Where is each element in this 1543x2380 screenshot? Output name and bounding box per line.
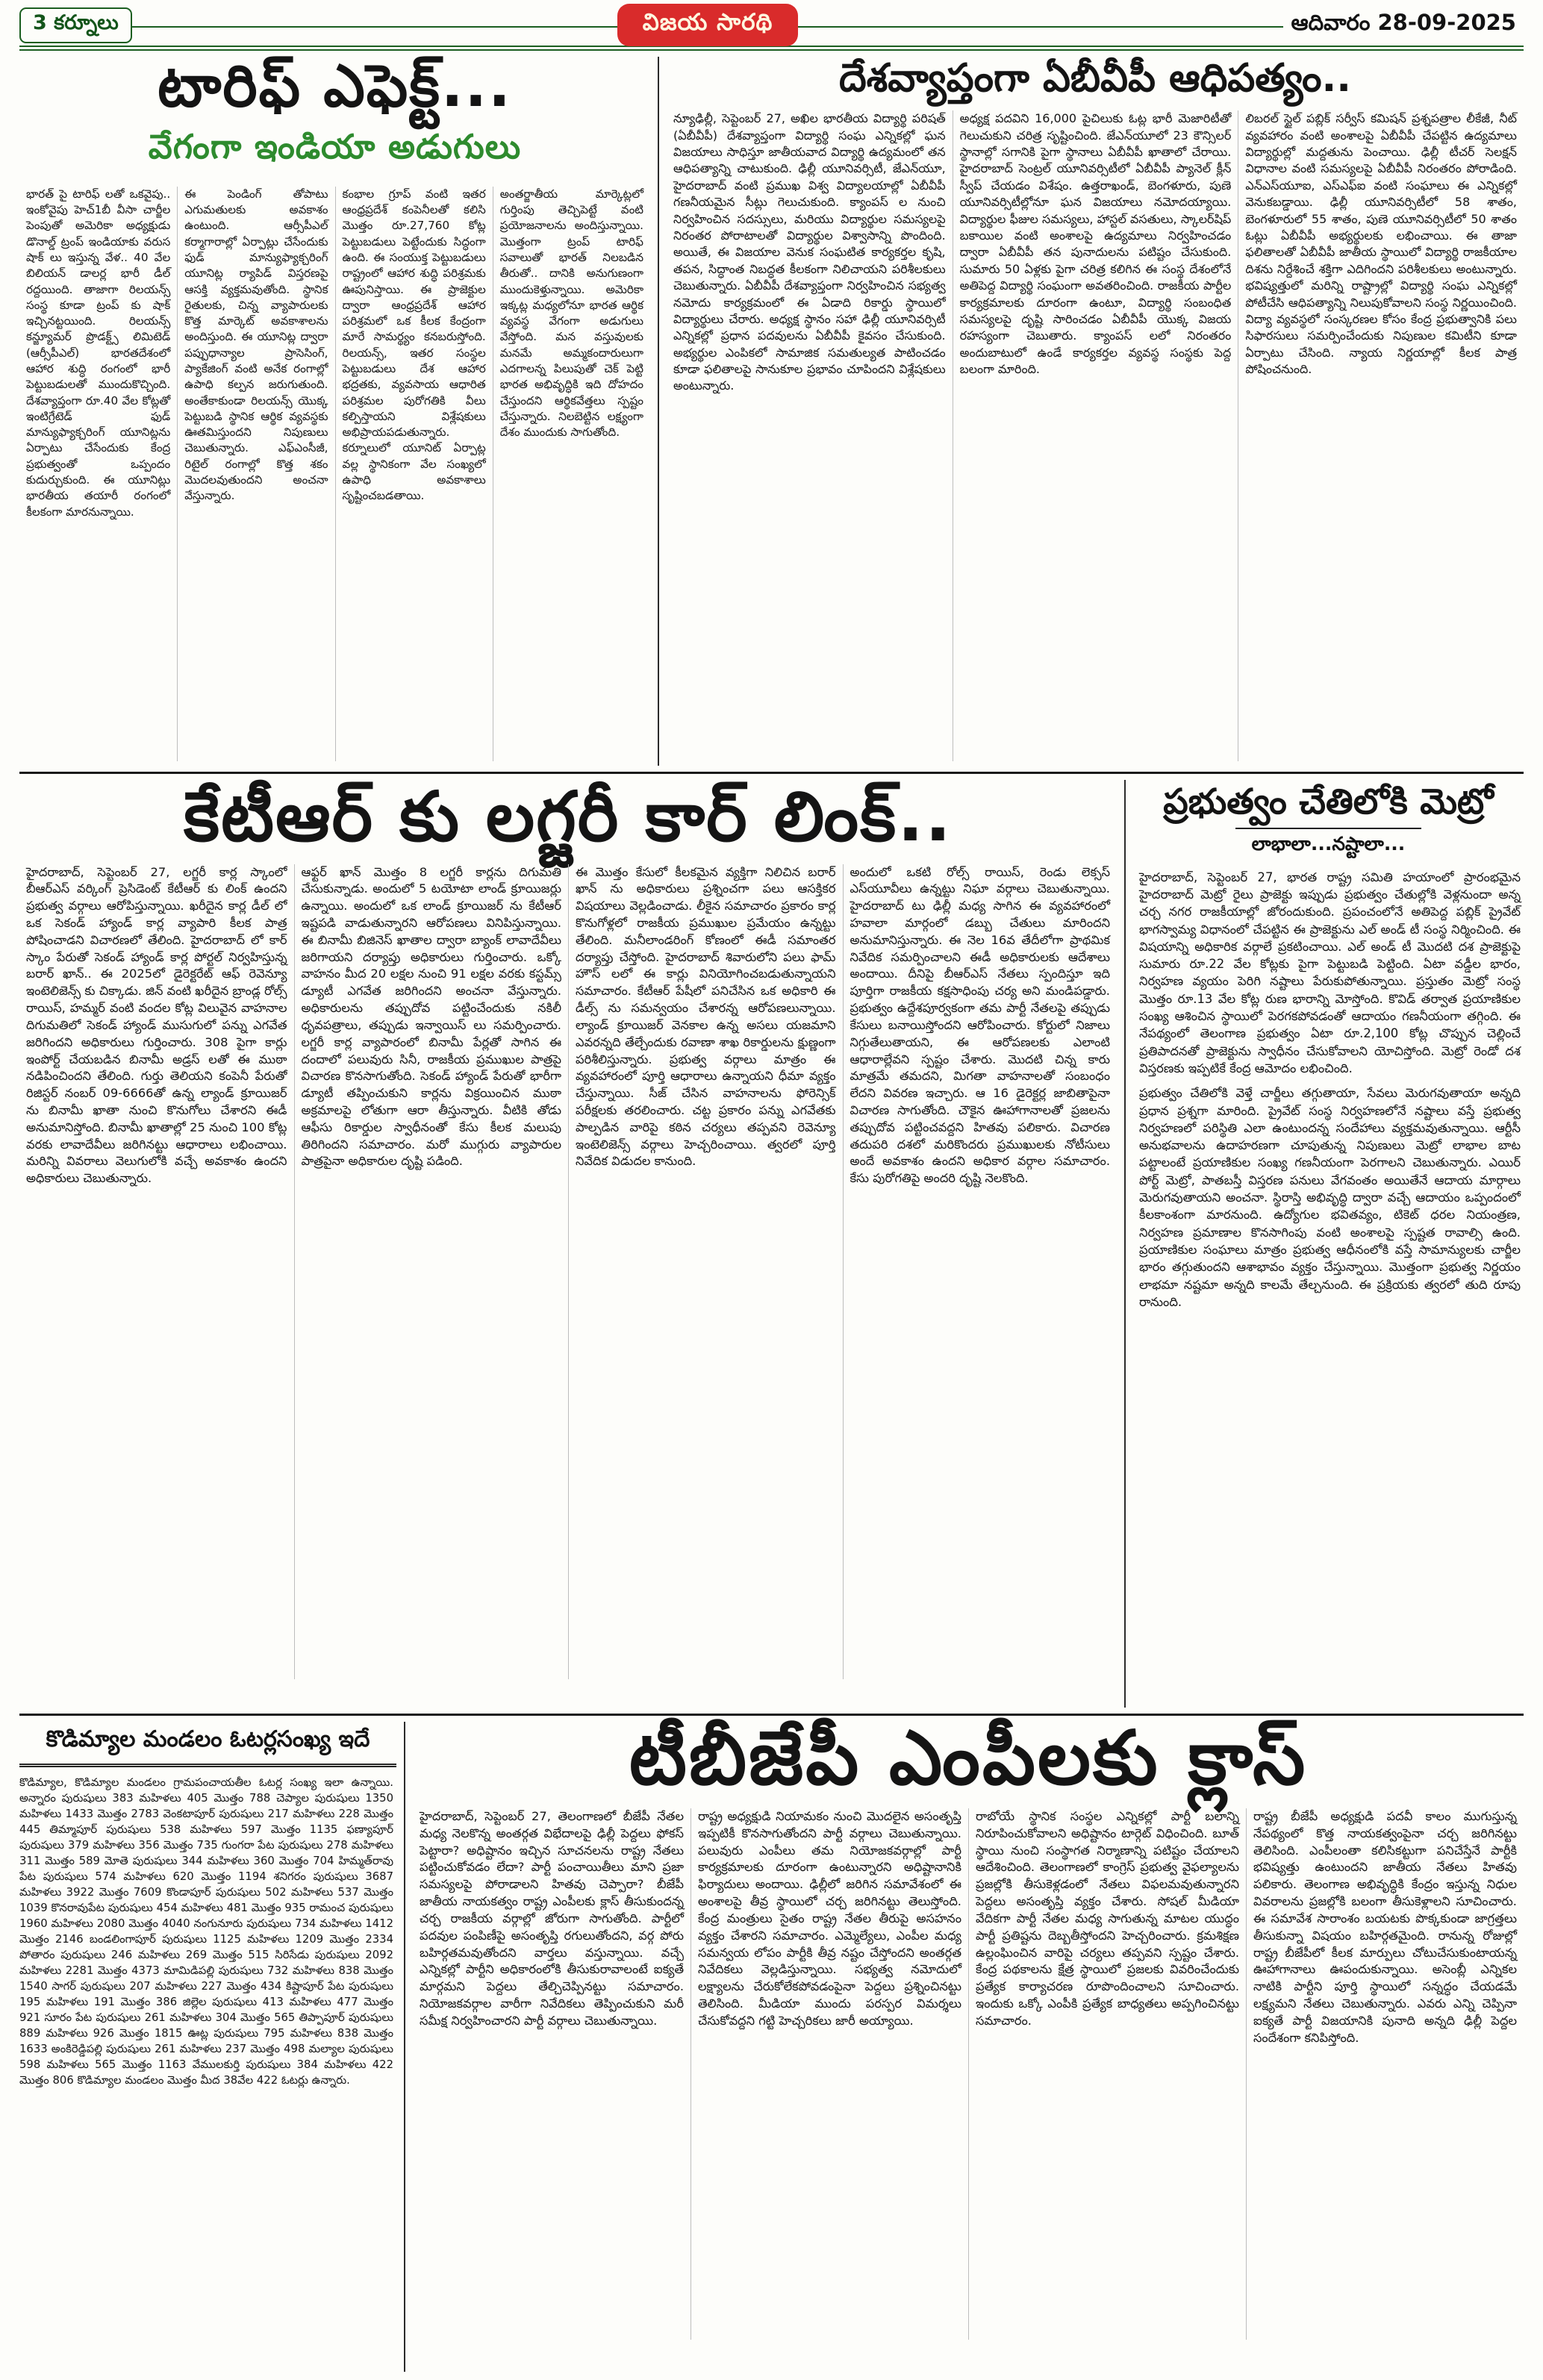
abvp-column-3: లిబరల్ స్టైల్ పబ్లిక్ సర్వీస్ కమిషన్ ప్రశ్నపత్రాల లీకేజీ, నీట్ వ్యవహారం వంటి అంశాలపై ఏబీవీపీ చేపట్టిన ఉద్యమాలు విద్యార్థుల్లో మద్దతును పెంచాయి. ఢిల్లీ టీచర్ సెలక్షన్ విధానాల వంటి సమస్యలపై ఏబీవీపీ నిరంతరం పోరాడింది. ఎన్ఎస్‌యూఐ, ఎస్ఎఫ్ఐ వంటి సంఘాలు ఈ ఎన్నికల్లో వెనుకబడ్డాయి. ఢిల్లీ యూనివర్సిటీలో 58 శాతం, బెంగళూరులో 55 శాతం, పుణె యూనివర్సిటీలో 50 శాతం ఓట్లు ఏబీవీపీ అభ్యర్థులకు లభించాయి. ఈ తాజా ఫలితాలతో ఏబీవీపీ జాతీయ స్థాయిలో విద్యార్థి రాజకీయాల దిశను నిర్దేశించే శక్తిగా ఎదిగిందని పరిశీలకులు అంటున్నారు. భవిష్యత్తులో మరిన్ని రాష్ట్రాల్లో విద్యార్థి సంఘ ఎన్నికల్లో పోటీచేసి ఆధిపత్యాన్ని నిలుపుకోవాలని సంస్థ నిర్ణయించింది. విద్యా వ్యవస్థలో సంస్కరణల కోసం కేంద్ర ప్రభుత్వానికి పలు సిఫారసులు సమర్పించేందుకు నిపుణుల కమిటీని కూడా ఏర్పాటు చేసింది. న్యాయ నిర్ణయాల్లో కీలక పాత్ర పోషించనుంది. [1238, 110, 1524, 761]
tariff-column-3: కంభాల గ్రూప్ వంటి ఇతర ఆంధ్రప్రదేశ్ కంపెనీలతో కలిసి మొత్తం రూ.27,760 కోట్ల పెట్టుబడులు పెట్టేందుకు సిద్ధంగా ఉంది. ఈ సంయుక్త పెట్టుబడులు రాష్ట్రంలో ఆహార శుద్ధి పరిశ్రమకు ఊపునిస్తాయి. ఈ ప్రాజెక్టుల ద్వారా ఆంధ్రప్రదేశ్ ఆహార పరిశ్రమలో ఒక కీలక కేంద్రంగా మారే సామర్థ్యం కనబరుస్తోంది. రిలయన్స్, ఇతర సంస్థల పెట్టుబడులు దేశ ఆహార భద్రతకు, వ్యవసాయ ఆధారిత పరిశ్రమల పురోగతికి వీలు కల్పిస్తాయని విశ్లేషకులు అభిప్రాయపడుతున్నారు. కర్నూలులో యూనిట్ ఏర్పాట్ల వల్ల స్థానికంగా వేల సంఖ్యలో ఉపాధి అవకాశాలు సృష్టించబడతాయి. [335, 187, 493, 761]
metro-subhead-wrap [1133, 828, 1524, 860]
abvp-columns [667, 110, 1524, 761]
abvp-column-1: న్యూఢిల్లీ, సెప్టెంబర్ 27, అఖిల భారతీయ విద్యార్థి పరిషత్ (ఏబీవీపీ) దేశవ్యాప్తంగా విద్యార్థి సంఘ ఎన్నికల్లో ఘన విజయాలు సాధిస్తూ జాతీయవాద విద్యార్థి ఉద్యమంలో తన ఆధిపత్యాన్ని చాటుకుంది. ఢిల్లీ యూనివర్సిటీ, జేఎన్‌యూ, హైదరాబాద్ వంటి ప్రముఖ విశ్వ విద్యాలయాల్లో ఏబీవీపీ గణనీయమైన సీట్లు గెలుచుకుంది. క్యాంపస్ ల నుంచి నిర్వహించిన సదస్సులు, మరియు విద్యార్థుల సమస్యలపై నిరంతర పోరాటాలతో విద్యార్థుల విశ్వాసాన్ని పొందింది. అయితే, ఈ విజయాల వెనుక సంఘటిత కార్యకర్తల కృషి, తపన, సిద్ధాంత నిబద్ధత కీలకంగా నిలిచాయని పరిశీలకులు చెబుతున్నారు. ఏబీవీపీ దేశవ్యాప్తంగా నిర్వహించిన సభ్యత్వ నమోదు కార్యక్రమంలో ఈ ఏడాది రికార్డు స్థాయిలో విద్యార్థులు చేరారు. అధ్యక్ష స్థానం సహా ఢిల్లీ యూనివర్సిటీ ఎన్నికల్లో ప్రధాన పదవులను ఏబీవీపీ కైవసం చేసుకుంది. అభ్యర్థుల ఎంపికలో సామాజిక సమతుల్యత పాటించడం కూడా ఫలితాలపై సానుకూల ప్రభావం చూపిందని విశ్లేషకులు అంటున్నారు. [673, 111, 946, 393]
top-section [19, 51, 1524, 772]
article-tariff [19, 51, 650, 772]
ktr-column-4: అందులో ఒకటి రోల్స్ రాయిస్, రెండు లెక్సస్ ఎస్‌యూవీలు ఉన్నట్టు నిఘా వర్గాలు చెబుతున్నాయి. హైదరాబాద్ టు ఢిల్లీ మధ్య సాగిన ఈ వ్యవహారంలో హవాలా మార్గంలో డబ్బు చేతులు మారిందని అనుమానిస్తున్నారు. ఈ నెల 16వ తేదీలోగా ప్రాథమిక నివేదిక సమర్పించాలని ఈడీ అధికారులకు ఆదేశాలు అందాయి. దీనిపై బీఆర్ఎస్ నేతలు స్పందిస్తూ ఇది పూర్తిగా రాజకీయ కక్షసాధింపు చర్య అని మండిపడ్డారు. ప్రభుత్వం ఉద్దేశపూర్వకంగా తమ పార్టీ నేతలపై తప్పుడు కేసులు బనాయిస్తోందని ఆరోపించారు. కోర్టులో నిజాలు నిగ్గుతేలుతాయని, ఈ ఆరోపణలకు ఎలాంటి ఆధారాల్లేవని స్పష్టం చేశారు. మొదటి చిన్న కారు మాత్రమే తమదని, మిగతా వాహనాలతో సంబంధం లేదని వివరణ ఇచ్చారు. ఆ 16 డైరెక్టర్ల జాబితాపైనా విచారణ సాగుతోంది. చౌకైన ఊహాగానాలతో ప్రజలను తప్పుదోవ పట్టించవద్దని హితవు పలికారు. విచారణ తదుపరి దశలో మరికొందరు ప్రముఖులకు నోటీసులు అందే అవకాశం ఉందని అధికార వర్గాల సమాచారం. కేసు పురోగతిపై అందరి దృష్టి నెలకొంది. [843, 864, 1117, 1679]
masthead: విజయ సారథి [617, 4, 799, 46]
section-divider-vertical [404, 1722, 405, 2372]
tariff-headline: టారిఫ్ ఎఫెక్ట్... [158, 53, 512, 120]
bjp-headline: టీబీజేపీ ఎంపీలకు క్లాస్ [629, 1716, 1308, 1802]
article-bjp [413, 1716, 1524, 2378]
section-divider-vertical [658, 57, 659, 766]
article-metro [1133, 774, 1524, 1714]
bjp-column-2: రాష్ట్ర అధ్యక్షుడి నియామకం నుంచి మొదలైన అసంతృప్తి ఇప్పటికీ కొనసాగుతోందని పార్టీ వర్గాలు చెబుతున్నాయి. పలువురు ఎంపీలు తమ నియోజకవర్గాల్లో పార్టీ కార్యక్రమాలకు దూరంగా ఉంటున్నారని అధిష్టానానికి ఫిర్యాదులు అందాయి. ఢిల్లీలో జరిగిన సమావేశంలో ఈ అంశాలపై తీవ్ర స్థాయిలో చర్చ జరిగినట్టు తెలుస్తోంది. కేంద్ర మంత్రులు సైతం రాష్ట్ర నేతల తీరుపై అసహనం వ్యక్తం చేశారని సమాచారం. ఎమ్మెల్యేలు, ఎంపీల మధ్య సమన్వయ లోపం పార్టీకి తీవ్ర నష్టం చేస్తోందని అంతర్గత నివేదికలు వెల్లడిస్తున్నాయి. సభ్యత్వ నమోదులో లక్ష్యాలను చేరుకోలేకపోవడంపైనా పెద్దలు ప్రశ్నించినట్టు తెలిసింది. మీడియా ముందు పరస్పర విమర్శలు చేసుకోవద్దని గట్టి హెచ్చరికలు జారీ అయ్యాయి. [691, 1808, 968, 2340]
tariff-subhead: వేగంగా ఇండియా అడుగులు [148, 126, 522, 166]
article-ktr [19, 774, 1117, 1714]
ktr-column-1: హైదరాబాద్, సెప్టెంబర్ 27, లగ్జరీ కార్ల స్కాంలో బీఆర్ఎస్ వర్కింగ్ ప్రెసిడెంట్ కేటీఆర్ కు లింక్ ఉందని ప్రభుత్వ వర్గాలు ఆరోపిస్తున్నాయి. ఖరీదైన కార్ల డీల్ లో ఒక సెకండ్ హ్యాండ్ కార్ల వ్యాపారి కీలక పాత్ర పోషించాడని విచారణలో తేలింది. హైదరాబాద్ లో కార్ స్కాం పేరుతో సెకండ్ హ్యాండ్ కార్ల పోర్టల్ నిర్వహిస్తున్న బరార్ ఖాన్.. ఈ 2025లో డైరెక్టరేట్ ఆఫ్ రెవెన్యూ ఇంటెలిజెన్స్ కు చిక్కాడు. జిన్ వంటి ఖరీదైన బ్రాండ్ల రోల్స్ రాయిస్, హమ్మర్ వంటి వందల కోట్ల విలువైన వాహనాల దిగుమతిలో సెకండ్ హ్యాండ్ ముసుగులో పన్ను ఎగవేత జరిగిందని అధికారులు గుర్తించారు. 308 పైగా కార్లు ఇంపోర్ట్ చేయబడిన బినామీ అడ్రస్ లతో ఈ ముఠా నడిపించిందని తేలింది. గుర్తు తెలియని కంపెనీ పేరుతో రిజిస్టర్ నంబర్ 09-6666తో ఉన్న ల్యాండ్ క్రూయిజర్ ను బినామీ ఖాతా నుంచి కొనుగోలు చేశారని ఈడీ అనుమానిస్తోంది. బినామీ ఖాతాల్లో 25 నుంచి 100 కోట్ల వరకు లావాదేవీలు జరిగినట్టు ఆధారాలు లభించాయి. మరిన్ని వివరాలు వెలుగులోకి వచ్చే అవకాశం ఉందని అధికారులు చెబుతున్నారు. [26, 864, 287, 1186]
voters-headline: కొడిమ్యాల మండలం ఓటర్లసంఖ్య ఇదే [19, 1722, 396, 1767]
metro-body [1133, 869, 1524, 1675]
tariff-column-2: ఈ పెండింగ్ తోపాటు ఎగుమతులకు అవకాశం ఉంటుంది. ఆర్సీపీఎల్ కర్మాగారాల్లో ఏర్పాట్లు చేసేందుకు ఫుడ్ మాన్యుఫ్యాక్చరింగ్ యూనిట్ల ర్యాపిడ్ విస్తరణపై ఆసక్తి వ్యక్తమవుతోంది. స్థానిక రైతులకు, చిన్న వ్యాపారులకు కొత్త మార్కెట్ అవకాశాలను అందిస్తుంది. ఈ యూనిట్ల ద్వారా పప్పుధాన్యాల ప్రాసెసింగ్, ప్యాకేజింగ్ వంటి అనేక రంగాల్లో ఉపాధి కల్పన జరుగుతుంది. అంతేకాకుండా రిలయన్స్ యొక్క పెట్టుబడి స్థానిక ఆర్థిక వ్యవస్థకు ఊతమిస్తుందని నిపుణులు చెబుతున్నారు. ఎఫ్ఎంసీజీ, రిటైల్ రంగాల్లో కొత్త శకం మొదలవుతుందని అంచనా వేస్తున్నారు. [177, 187, 334, 761]
bjp-column-3: రాబోయే స్థానిక సంస్థల ఎన్నికల్లో పార్టీ బలాన్ని నిరూపించుకోవాలని అధిష్టానం టార్గెట్ విధించింది. బూత్ స్థాయి నుంచి సంస్థాగత నిర్మాణాన్ని పటిష్టం చేయాలని ఆదేశించింది. తెలంగాణలో కాంగ్రెస్ ప్రభుత్వ వైఫల్యాలను ప్రజల్లోకి తీసుకెళ్లడంలో నేతలు విఫలమవుతున్నారని పెద్దలు అసంతృప్తి వ్యక్తం చేశారు. సోషల్ మీడియా వేదికగా పార్టీ నేతల మధ్య సాగుతున్న మాటల యుద్ధం పార్టీ ప్రతిష్టను దెబ్బతీస్తోందని హెచ్చరించారు. క్రమశిక్షణ ఉల్లంఘించిన వారిపై చర్యలు తప్పవని స్పష్టం చేశారు. కేంద్ర పథకాలను క్షేత్ర స్థాయిలో ప్రజలకు వివరించేందుకు ప్రత్యేక కార్యాచరణ రూపొందించాలని సూచించారు. ఇందుకు ఒక్కో ఎంపీకి ప్రత్యేక బాధ్యతలు అప్పగించినట్టు సమాచారం. [968, 1808, 1246, 2340]
bjp-column-4: రాష్ట్ర బీజేపీ అధ్యక్షుడి పదవీ కాలం ముగుస్తున్న నేపథ్యంలో కొత్త నాయకత్వంపైనా చర్చ జరిగినట్టు తెలిసింది. ఎంపీలంతా కలిసికట్టుగా పనిచేస్తేనే పార్టీకి భవిష్యత్తు ఉంటుందని జాతీయ నేతలు హితవు పలికారు. తెలంగాణ అభివృద్ధికి కేంద్రం ఇస్తున్న నిధుల వివరాలను ప్రజల్లోకి బలంగా తీసుకెళ్లాలని సూచించారు. ఈ సమావేశ సారాంశం బయటకు పొక్కకుండా జాగ్రత్తలు తీసుకున్నా విషయం బహిర్గతమైంది. రానున్న రోజుల్లో రాష్ట్ర బీజేపీలో కీలక మార్పులు చోటుచేసుకుంటాయన్న ఊహాగానాలు ఊపందుకున్నాయి. అసెంబ్లీ ఎన్నికల నాటికి పార్టీని పూర్తి స్థాయిలో సన్నద్ధం చేయడమే లక్ష్యమని నేతలు చెబుతున్నారు. ఎవరు ఎన్ని చెప్పినా ఐక్యతే పార్టీ విజయానికి పునాది అన్నది ఢిల్లీ పెద్దల సందేశంగా కనిపిస్తోంది. [1246, 1808, 1524, 2340]
abvp-headline: దేశవ్యాప్తంగా ఏబీవీపీ ఆధిపత్యం.. [839, 56, 1351, 101]
section-divider-vertical [1124, 780, 1126, 1708]
ktr-headline: కేటీఆర్ కు లగ్జరీ కార్ లింక్.. [184, 777, 953, 857]
metro-paragraph-1: హైదరాబాద్, సెప్టెంబర్ 27, భారత రాష్ట్ర సమితి హయాంలో ప్రారంభమైన హైదరాబాద్ మెట్రో రైలు ప్రాజెక్టు ఇప్పుడు ప్రభుత్వం చేతుల్లోకి వెళ్లనుందా అన్న చర్చ నగర రాజకీయాల్లో జోరందుకుంది. ప్రపంచంలోనే అతిపెద్ద పబ్లిక్ ప్రైవేట్ భాగస్వామ్య విధానంలో చేపట్టిన ఈ ప్రాజెక్టును ఎల్ అండ్ టీ సంస్థ నిర్మించింది. ఈ విషయాన్ని అధికారిక వర్గాలే ప్రకటించాయి. ఎల్ అండ్ టీ మొదటి దశ ప్రాజెక్టుపై సుమారు రూ.22 వేల కోట్లకు పైగా పెట్టుబడి పెట్టింది. ఏటా వడ్డీల భారం, నిర్వహణ వ్యయం పెరిగి నష్టాలు పేరుకుపోతున్నాయి. ప్రస్తుతం మెట్రో సంస్థ మొత్తం రూ.13 వేల కోట్ల రుణ భారాన్ని మోస్తోంది. కొవిడ్ తర్వాత ప్రయాణికుల సంఖ్య ఆశించిన స్థాయిలో పెరగకపోవడంతో ఆదాయం గణనీయంగా తగ్గింది. ఈ నేపథ్యంలో తెలంగాణ ప్రభుత్వం ఏటా రూ.2,100 కోట్ల చొప్పున చెల్లించే ప్రతిపాదనతో ప్రాజెక్టును స్వాధీనం చేసుకోవాలని యోచిస్తోంది. మెట్రో రెండో దశ విస్తరణకు ఇప్పటికే కేంద్ర ఆమోదం లభించింది. [1139, 869, 1521, 1075]
metro-headline: ప్రభుత్వం చేతిలోకి మెట్రో [1163, 781, 1494, 822]
metro-paragraph-2: ప్రభుత్వం చేతిలోకి వెళ్తే చార్జీలు తగ్గుతాయా, సేవలు మెరుగవుతాయా అన్నది ప్రధాన ప్రశ్నగా మారింది. ప్రైవేట్ సంస్థ నిర్వహణలోనే నష్టాలు వస్తే ప్రభుత్వ నిర్వహణలో పరిస్థితి ఎలా ఉంటుందన్న సందేహాలు వ్యక్తమవుతున్నాయి. ఆర్టీసీ అనుభవాలను ఉదాహరణగా చూపుతున్న నిపుణులు మెట్రో లాభాల బాట పట్టాలంటే ప్రయాణికుల సంఖ్య గణనీయంగా పెరగాలని చెబుతున్నారు. ఎయిర్ పోర్ట్ మెట్రో, పాతబస్తీ విస్తరణ పనులు వేగవంతం అయితేనే ఆదాయ మార్గాలు మెరుగవుతాయని అంచనా. స్థిరాస్తి అభివృద్ధి ద్వారా వచ్చే ఆదాయం ఒప్పందంలో కీలకాంశంగా మారనుంది. ఉద్యోగుల భవితవ్యం, టికెట్ ధరల నియంత్రణ, నిర్వహణ ప్రమాణాల కొనసాగింపు వంటి అంశాలపై స్పష్టత రావాల్సి ఉంది. ప్రయాణికుల సంఘాలు మాత్రం ప్రభుత్వ ఆధీనంలోకి వస్తే సామాన్యులకు చార్జీల భారం తగ్గుతుందని ఆశాభావం వ్యక్తం చేస్తున్నాయి. మొత్తంగా ప్రభుత్వ నిర్ణయం లాభమా నష్టమా అన్నది కాలమే తేల్చనుంది. ఈ ప్రక్రియకు త్వరలో తుది రూపు రానుంది. [1139, 1086, 1521, 1309]
date-line: ఆదివారం 28-09-2025 [1283, 10, 1524, 41]
tariff-columns [19, 187, 650, 761]
tariff-column-4: అంతర్జాతీయ మార్కెట్లలో గుర్తింపు తెచ్చిపెట్టే వంటి ప్రయోజనాలను అందిస్తున్నాయి. మొత్తంగా ట్రంప్ టారిఫ్ సవాలుతో భారత్ నిలబడిన తీరుతో.. దానికి అనుగుణంగా ముందుకెళ్తున్నాయి. అమెరికా ఇక్కట్ల మధ్యలోనూ భారత ఆర్థిక వ్యవస్థ వేగంగా అడుగులు వేస్తోంది. మన వస్తువులకు మనమే అమ్మకందారులుగా ఎదగాలన్న పిలుపుతో చెక్ పెట్టి భారత అభివృద్ధికి ఇది దోహదం చేస్తుందని ఆర్థికవేత్తలు స్పష్టం చేస్తున్నారు. నిలబెట్టిన లక్ష్యంగా దేశం ముందుకు సాగుతోంది. [493, 187, 650, 761]
ktr-columns [19, 864, 1117, 1679]
bjp-columns [413, 1808, 1524, 2340]
tariff-column-1: భారత్ పై టారిఫ్ లతో ఒకవైపు.. ఇంకోవైపు హెచ్1బీ వీసా చార్జీల పెంపుతో అమెరికా అధ్యక్షుడు డొనాల్డ్ ట్రంప్ ఇండియాకు వరుస షాక్ లు ఇస్తున్న వేళ.. 40 వేల బిలియన్ డాలర్ల భారీ డీల్ రద్దయింది. తాజాగా రిలయన్స్ సంస్థ కూడా ట్రంప్ కు షాక్ ఇచ్చినట్టయింది. రిలయన్స్ కన్జ్యూమర్ ప్రొడక్ట్స్ లిమిటెడ్ (ఆర్సీపీఎల్) భారతదేశంలో ఆహార శుద్ధి రంగంలో భారీ పెట్టుబడులతో ముందుకొచ్చింది. దేశవ్యాప్తంగా రూ.40 వేల కోట్లతో ఇంటిగ్రేటెడ్ ఫుడ్ మాన్యుఫ్యాక్చరింగ్ యూనిట్లను ఏర్పాటు చేసేందుకు కేంద్ర ప్రభుత్వంతో ఒప్పందం కుదుర్చుకుంది. ఈ యూనిట్లు భారతీయ తయారీ రంగంలో కీలకంగా మారనున్నాయి. [26, 187, 171, 519]
middle-section [19, 772, 1524, 1714]
bjp-column-1: హైదరాబాద్, సెప్టెంబర్ 27, తెలంగాణలో బీజేపీ నేతల మధ్య నెలకొన్న అంతర్గత విభేదాలపై ఢిల్లీ పెద్దలు ఫోకస్ పెట్టారా? అధిష్టానం ఇచ్చిన సూచనలను రాష్ట్ర నేతలు పట్టించుకోవడం లేదా? పార్టీ పంచాయితీలు మాని ప్రజా సమస్యలపై పోరాడాలని హితవు చెప్పారా? బీజేపీ జాతీయ నాయకత్వం రాష్ట్ర ఎంపీలకు క్లాస్ తీసుకుందన్న చర్చ రాజకీయ వర్గాల్లో జోరుగా సాగుతోంది. పార్టీలో పదవుల పంపిణీపై అసంతృప్తి రగులుతోందని, వర్గ పోరు బహిర్గతమవుతోందని వార్తలు వస్తున్నాయి. వచ్చే ఎన్నికల్లో పార్టీని అధికారంలోకి తీసుకురావాలంటే ఐక్యతే మార్గమని పెద్దలు తేల్చిచెప్పినట్టు సమాచారం. నియోజకవర్గాల వారీగా నివేదికలు తెప్పించుకుని మరీ సమీక్ష నిర్వహించారని పార్టీ వర్గాలు చెబుతున్నాయి. [420, 1809, 684, 2028]
bottom-section [19, 1714, 1524, 2378]
page-header [19, 4, 1524, 51]
voters-body: కొడిమ్యాల, కొడిమ్యాల మండలం గ్రామపంచాయతీల ఓటర్ల సంఖ్య ఇలా ఉన్నాయి. అన్నారం పురుషులు 383 మహిళలు 405 మొత్తం 788 చెప్యాల పురుషులు 1350 మహిళలు 1433 మొత్తం 2783 వెంకటాపూర్ పురుషులు 217 మహిళలు 228 మొత్తం 445 తిమ్మాపూర్ పురుషులు 538 మహిళలు 597 మొత్తం 1135 ఫణ్యాపూర్ పురుషులు 379 మహిళలు 356 మొత్తం 735 గుంగరా పేట పురుషులు 278 మహిళలు 311 మొత్తం 589 మోతె పురుషులు 344 మహిళలు 360 మొత్తం 704 హిమ్మత్‌రావు పేట పురుషులు 574 మహిళలు 620 మొత్తం 1194 శనిగరం పురుషులు 3687 మహిళలు 3922 మొత్తం 7609 కొండాపూర్ పురుషులు 502 మహిళలు 537 మొత్తం 1039 కొనరావుపేట పురుషులు 454 మహిళలు 481 మొత్తం 935 రామంచ పురుషులు 1960 మహిళలు 2080 మొత్తం 4040 నంగునూరు పురుషులు 734 మహిళలు 1412 మొత్తం 2146 బండలింగాపూర్ పురుషులు 1125 మహిళలు 1209 మొత్తం 2334 పోతారం పురుషులు 246 మహిళలు 269 మొత్తం 515 సిరిసేడు పురుషులు 2092 మహిళలు 2281 మొత్తం 4373 మామిడిపల్లి పురుషులు 732 మహిళలు 838 మొత్తం 1540 సాగర్ పురుషులు 207 మహిళలు 227 మొత్తం 434 కిష్టాపూర్ పేట పురుషులు 195 మహిళలు 191 మొత్తం 386 జిల్లెల పురుషులు 413 మహిళలు 477 మొత్తం 921 సూరం పేట పురుషులు 261 మహిళలు 304 మొత్తం 565 తిప్పాపూర్ పురుషులు 889 మహిళలు 926 మొత్తం 1815 ఊట్ల పురుషులు 795 మహిళలు 838 మొత్తం 1633 అంకిరెడ్డిపల్లి పురుషులు 261 మహిళలు 237 మొత్తం 498 మల్యాల పురుషులు 598 మహిళలు 565 మొత్తం 1163 వేములకుర్తి పురుషులు 384 మహిళలు 422 మొత్తం 806 కొడిమ్యాల మండలం మొత్తం మీద 38వేల 422 ఓటర్లు ఉన్నారు. [19, 1776, 393, 2087]
ktr-column-2: ఆఫ్టర్ ఖాన్ మొత్తం 8 లగ్జరీ కార్లను దిగుమతి చేసుకున్నాడు. అందులో 5 టయోటా లాండ్ క్రూయిజర్లు ఉన్నాయి. అందులో ఒక లాండ్ క్రూయిజర్ ను కేటీఆర్ ఇష్టపడి వాడుతున్నారని ఆరోపణలు వినిపిస్తున్నాయి. ఈ బినామీ బిజినెస్ ఖాతాల ద్వారా బ్యాంక్ లావాదేవీలు జరిగాయని దర్యాప్తు అధికారులు గుర్తించారు. ఒక్కో వాహనం మీద 20 లక్షల నుంచి 91 లక్షల వరకు కస్టమ్స్ డ్యూటీ ఎగవేత జరిగిందని అంచనా వేస్తున్నారు. అధికారులను తప్పుదోవ పట్టించేందుకు నకిలీ ధృవపత్రాలు, తప్పుడు ఇన్వాయిస్ లు సమర్పించారు. లగ్జరీ కార్ల వ్యాపారంలో బినామీ పేర్లతో సాగిన ఈ దందాలో పలువురు సినీ, రాజకీయ ప్రముఖుల పాత్రపై విచారణ కొనసాగుతోంది. సెకండ్ హ్యాండ్ పేరుతో భారీగా డ్యూటీ తప్పించుకుని కార్లను విక్రయించిన ముఠా అక్రమాలపై లోతుగా ఆరా తీస్తున్నారు. వీటికి తోడు ఆఫీసు రికార్డుల స్వాధీనంతో కేసు కీలక మలుపు తిరిగిందని సమాచారం. మరో ముగ్గురు వ్యాపారుల పాత్రపైనా అధికారుల దృష్టి పడింది. [294, 864, 569, 1679]
article-abvp [667, 51, 1524, 772]
edition-label: 3 కర్నూలు [19, 7, 132, 43]
ktr-column-3: ఈ మొత్తం కేసులో కీలకమైన వ్యక్తిగా నిలిచిన బరార్ ఖాన్ ను అధికారులు ప్రశ్నించగా పలు ఆసక్తికర విషయాలు వెల్లడించాడు. లీకైన సమాచారం ప్రకారం కార్ల కొనుగోళ్లలో రాజకీయ ప్రముఖుల ప్రమేయం ఉన్నట్టు తేలింది. మనీలాండరింగ్ కోణంలో ఈడీ సమాంతర దర్యాప్తు చేస్తోంది. హైదరాబాద్ శివారులోని పలు ఫామ్ హౌస్ లలో ఈ కార్లు వినియోగించబడుతున్నాయని సమాచారం. కేటీఆర్ పేషీలో పనిచేసిన ఒక అధికారి ఈ డీల్స్ ను సమన్వయం చేశారన్న ఆరోపణలున్నాయి. ల్యాండ్ క్రూయిజర్ వెనకాల ఉన్న అసలు యజమాని ఎవరన్నది తేల్చేందుకు రవాణా శాఖ రికార్డులను క్షుణ్ణంగా పరిశీలిస్తున్నారు. ప్రభుత్వ వర్గాలు మాత్రం ఈ వ్యవహారంలో పూర్తి ఆధారాలు ఉన్నాయని ధీమా వ్యక్తం చేస్తున్నాయి. సీజ్ చేసిన వాహనాలను ఫోరెన్సిక్ పరీక్షలకు తరలించారు. చట్ట ప్రకారం పన్ను ఎగవేతకు పాల్పడిన వారిపై కఠిన చర్యలు తప్పవని రెవెన్యూ ఇంటెలిజెన్స్ వర్గాలు హెచ్చరించాయి. త్వరలో పూర్తి నివేదిక విడుదల కానుంది. [568, 864, 843, 1679]
abvp-column-2: అధ్యక్ష పదవిని 16,000 పైచిలుకు ఓట్ల భారీ మెజారిటీతో గెలుచుకుని చరిత్ర సృష్టించింది. జేఎన్‌యూలో 23 కౌన్సిలర్ స్థానాల్లో సగానికి పైగా స్థానాలు ఏబీవీపీ ఖాతాలో చేరాయి. హైదరాబాద్ సెంట్రల్ యూనివర్సిటీలో ఏబీవీపీ ప్యానెల్ క్లీన్ స్వీప్ చేయడం విశేషం. ఉత్తరాఖండ్, బెంగళూరు, పుణె యూనివర్సిటీల్లోనూ ఘన విజయాలు నమోదయ్యాయి. విద్యార్థుల ఫీజుల సమస్యలు, హాస్టల్ వసతులు, స్కాలర్‌షిప్ బకాయిల వంటి అంశాలపై ఉద్యమాలు నిర్వహించడం ద్వారా ఏబీవీపీ తన పునాదులను పటిష్టం చేసుకుంది. సుమారు 50 ఏళ్లకు పైగా చరిత్ర కలిగిన ఈ సంస్థ దేశంలోనే అతిపెద్ద విద్యార్థి సంఘంగా అవతరించింది. రాజకీయ పార్టీల కార్యక్రమాలకు దూరంగా ఉంటూ, విద్యార్థి సంబంధిత సమస్యలపై దృష్టి సారించడం ఏబీవీపీ యొక్క విజయ రహస్యంగా చెబుతారు. క్యాంపస్ లలో నిరంతరం అందుబాటులో ఉండే కార్యకర్తల వ్యవస్థ సంస్థకు పెద్ద బలంగా మారింది. [953, 110, 1238, 761]
article-voters-list [19, 1716, 396, 2378]
metro-subhead: లాభాలా...నష్టాలా... [1235, 828, 1422, 860]
